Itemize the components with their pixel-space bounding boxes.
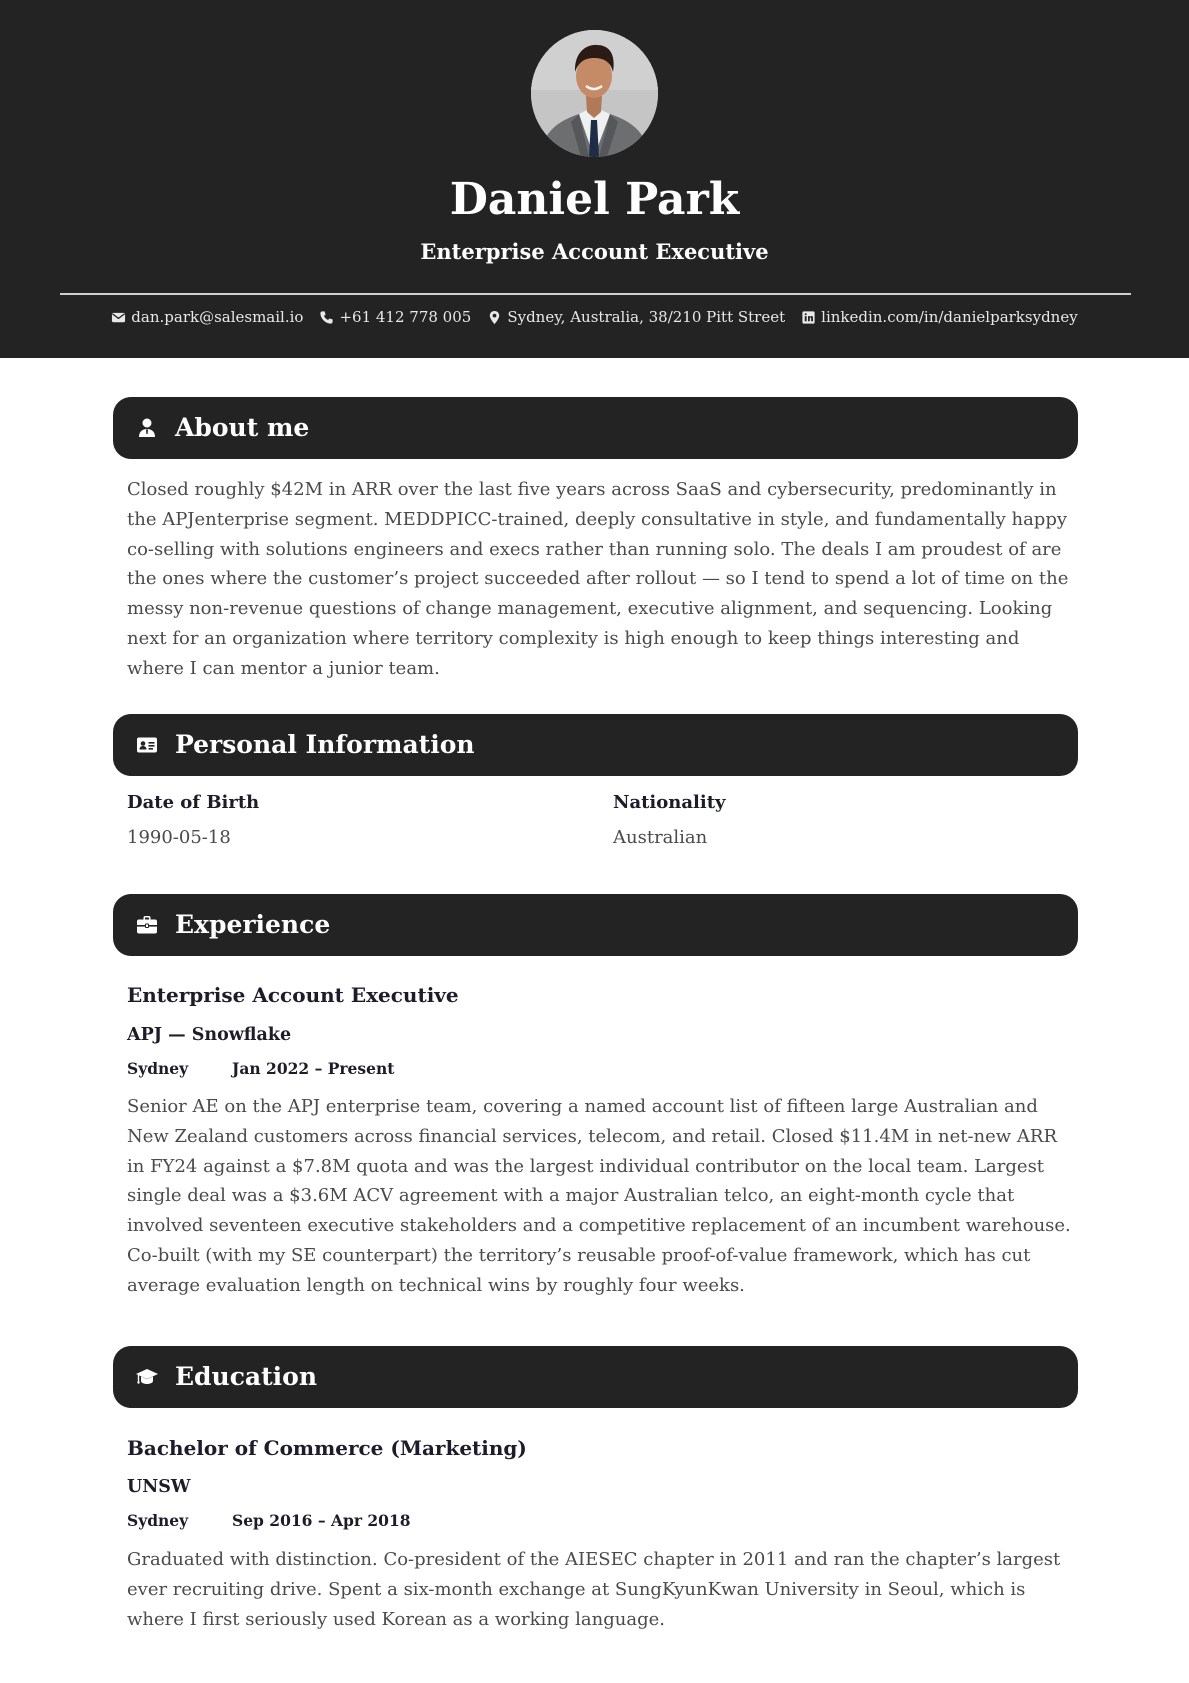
education-title: Bachelor of Commerce (Marketing) [127,1436,527,1460]
contact-linkedin-text: linkedin.com/in/danielparksydney [821,308,1078,326]
section-header-personal [113,714,1078,776]
section-header-about [113,397,1078,459]
section-title-education: Education [175,1362,318,1391]
section-header-experience [113,894,1078,956]
phone-icon [319,310,334,325]
candidate-name: Daniel Park [449,174,740,225]
contact-address-text: Sydney, Australia, 38/210 Pitt Street [507,308,786,326]
dob-label: Date of Birth [127,792,260,813]
education-meta [127,1510,411,1532]
section-title-experience: Experience [175,910,331,939]
dob-value: 1990-05-18 [127,827,231,848]
education-org: UNSW [127,1477,191,1497]
person-icon [135,416,159,440]
avatar [531,30,658,157]
header-divider [60,293,1131,295]
contact-phone[interactable] [319,306,471,328]
contact-phone-text: +61 412 778 005 [339,308,472,326]
id-card-icon [135,733,159,757]
contact-email-text: dan.park@salesmail.io [131,308,304,326]
experience-title: Enterprise Account Executive [127,983,459,1007]
experience-description: Senior AE on the APJ enterprise team, covering a named account list of fifteen large Australian and New Zealand customers across financial services, telecom, and retail. Closed $11.4M in net-new ARR in FY24 against a $7.8M quota and was the largest individual contributor on the local team. Largest single deal was a $3.6M ACV agreement with a major Australian telco, an eight-month cycle that involved seventeen executive stakeholders and a competitive replacement of an incumbent warehouse. Co-built (with my SE counterpart) the territory’s reusable proof-of-value framework, which has cut average evaluation length on technical wins by roughly four weeks. [127,1096,1071,1296]
experience-meta [127,1058,394,1080]
contact-linkedin[interactable] [801,306,1078,328]
candidate-title: Enterprise Account Executive [420,239,769,264]
contact-email[interactable] [111,306,303,328]
map-pin-icon [487,310,502,325]
briefcase-icon [135,913,159,937]
envelope-icon [111,310,126,325]
section-title-personal: Personal Information [175,730,475,759]
section-title-about: About me [175,413,310,442]
experience-location: Sydney [127,1059,189,1078]
contact-address [487,306,785,328]
education-dates: Sep 2016 – Apr 2018 [232,1511,411,1530]
resume-header [0,0,1189,358]
linkedin-icon [801,310,816,325]
contact-bar [0,306,1189,328]
nationality-label: Nationality [613,792,726,813]
about-text: Closed roughly $42M in ARR over the last five years across SaaS and cybersecurity, predominantly in the APJenterprise segment. MEDDPICC-trained, deeply consultative in style, and fundamentally happy co-selling with solutions engineers and execs rather than running solo. The deals I am proudest of are the ones where the customer’s project succeeded after rollout — so I tend to spend a lot of time on the messy non-revenue questions of change management, executive alignment, and sequencing. Looking next for an organization where territory complexity is high enough to keep things interesting and where I can mentor a junior team. [127,479,1069,679]
portrait-photo [531,30,658,157]
experience-org: APJ — Snowflake [127,1025,292,1045]
section-header-education [113,1346,1078,1408]
education-location: Sydney [127,1511,189,1530]
education-description: Graduated with distinction. Co-president of the AIESEC chapter in 2011 and ran the chapter’s largest ever recruiting drive. Spent a six-month exchange at SungKyunKwan University in Seoul, which is where I first seriously used Korean as a working language. [127,1549,1061,1630]
nationality-value: Australian [613,827,708,848]
experience-dates: Jan 2022 – Present [232,1059,395,1078]
graduation-cap-icon [135,1365,159,1389]
